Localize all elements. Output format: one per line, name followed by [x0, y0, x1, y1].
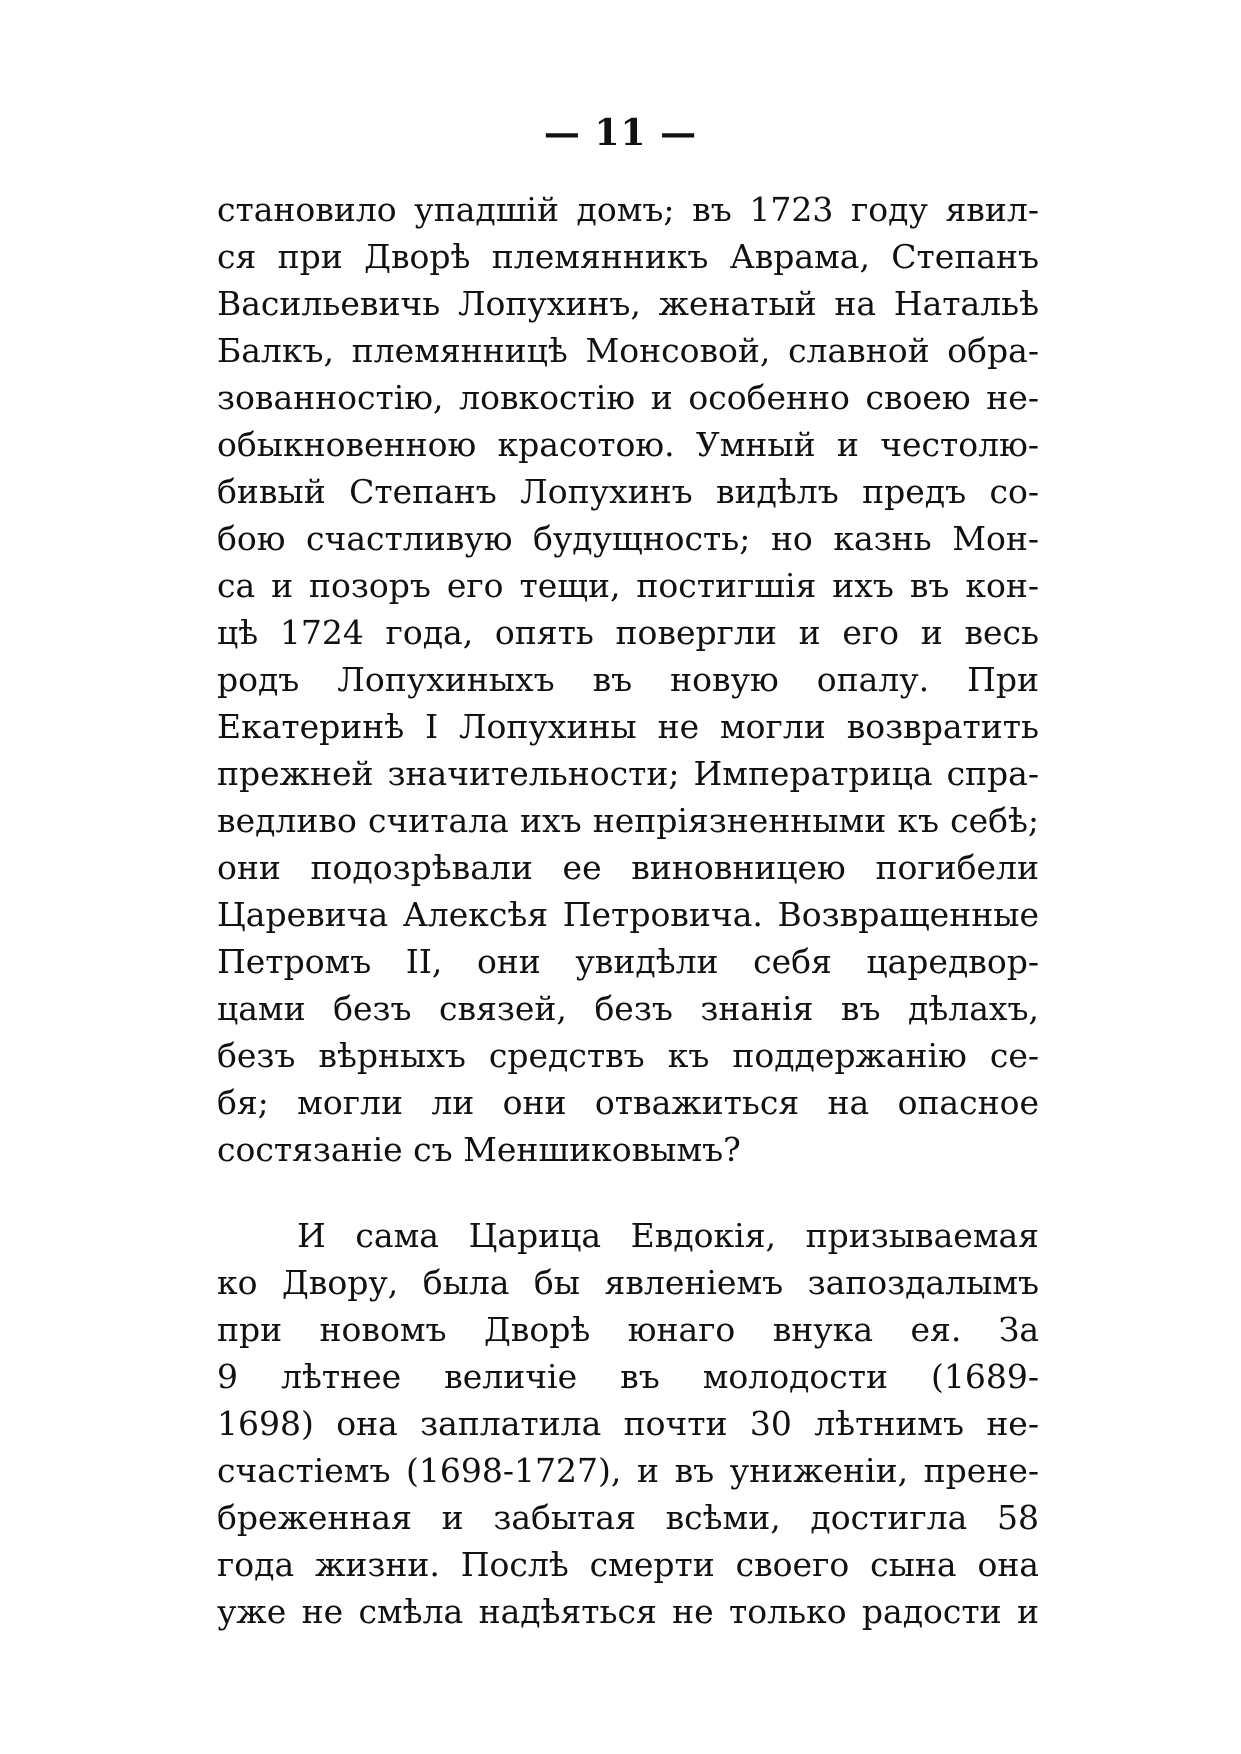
text-line: бреженная и забытая всѣми, достигла 58	[217, 1498, 1039, 1537]
text-line: становило упадшій домъ; въ 1723 году явил-	[217, 190, 1039, 229]
text-line: ко Двору, была бы явленіемъ запоздалымъ	[217, 1263, 1039, 1302]
text-line: бою счастливую будущность; но казнь Мон-	[217, 519, 1039, 558]
text-line: 1698) она заплатила почти 30 лѣтнимъ не-	[217, 1404, 1039, 1443]
text-line: 9 лѣтнее величіе въ молодости (1689-	[217, 1357, 1039, 1396]
text-line: прежней значительности; Императрица спра-	[217, 754, 1039, 793]
text-line: Екатеринѣ I Лопухины не могли возвратить	[217, 707, 1039, 746]
text-line: Васильевичь Лопухинъ, женатый на Натальѣ	[217, 284, 1039, 323]
paragraph-2	[217, 1212, 1039, 1635]
text-line: безъ вѣрныхъ средствъ къ поддержанію се-	[217, 1036, 1039, 1075]
text-line: ся при Дворѣ племянникъ Аврама, Степанъ	[217, 237, 1039, 276]
text-line: Балкъ, племянницѣ Монсовой, славной обра-	[217, 331, 1039, 370]
text-line: счастіемъ (1698-1727), и въ униженіи, прене-	[217, 1451, 1039, 1490]
text-line: года жизни. Послѣ смерти своего сына она	[217, 1545, 1039, 1584]
text-line: цами безъ связей, безъ знанія въ дѣлахъ,	[217, 989, 1039, 1028]
text-line: ведливо считала ихъ непріязненными къ себѣ;	[217, 801, 1039, 840]
text-line: са и позоръ его тещи, постигшія ихъ въ кон-	[217, 566, 1039, 605]
page-number: — 11 —	[543, 112, 698, 154]
text-line: И сама Царица Евдокія, призываемая	[297, 1216, 1039, 1255]
text-line: обыкновенною красотою. Умный и честолю-	[217, 425, 1039, 464]
text-line: состязаніе съ Меншиковымъ?	[217, 1130, 741, 1169]
text-line: Царевича Алексѣя Петровича. Возвращенные	[217, 895, 1039, 934]
text-line: при новомъ Дворѣ юнаго внука ея. За	[217, 1310, 1039, 1349]
paragraph-1	[217, 186, 1039, 1173]
text-line: уже не смѣла надѣяться не только радости и	[217, 1592, 1039, 1631]
text-line: бя; могли ли они отважиться на опасное	[217, 1083, 1039, 1122]
text-line: цѣ 1724 года, опять повергли и его и весь	[217, 613, 1039, 652]
text-line: они подозрѣвали ее виновницею погибели	[217, 848, 1039, 887]
text-line: родъ Лопухиныхъ въ новую опалу. При	[217, 660, 1039, 699]
text-line: зованностію, ловкостію и особенно своею не-	[217, 378, 1039, 417]
text-line: Петромъ II, они увидѣли себя царедвор-	[217, 942, 1039, 981]
text-line: бивый Степанъ Лопухинъ видѣлъ предъ со-	[217, 472, 1039, 511]
